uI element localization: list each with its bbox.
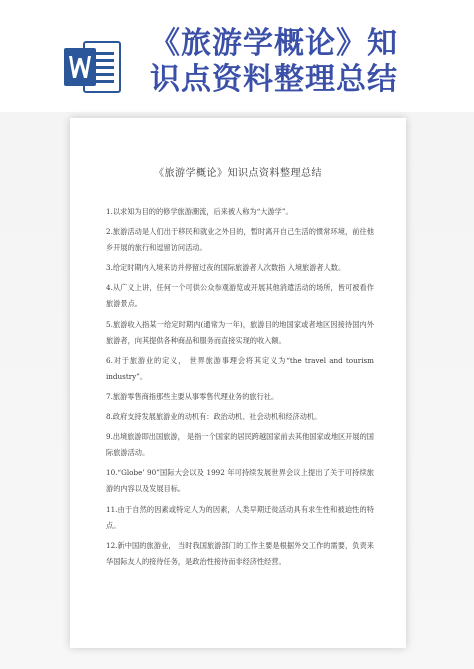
list-item: 9.出境旅游即出国旅游， 是指一个国家的居民跨越国家前去其他国家或地区开展的国际旅游活动。	[106, 432, 374, 458]
list-item: 1.以求知为目的的修学旅游潮流，后来被人称为“大游学”。	[106, 207, 293, 216]
list-item: 2.旅游活动是人们出于移民和就业之外目的，暂时离开自己生活的惯常环境，前往他乡开展的旅行和逗留访问活动。	[106, 227, 374, 253]
list-item: 10.“Globe’ 90”国际大会以及 1992 年可持续发展世界会议上提出了关于可持续旅游的内容以及发展目标。	[106, 468, 374, 494]
document-content	[106, 204, 374, 574]
list-item: 8.政府支持发展旅游业的动机有：政治动机、社会动机和经济动机。	[106, 412, 322, 422]
banner-header	[0, 0, 474, 112]
list-item: 6.对于旅游业的定义， 世界旅游事理会将其定义为“the travel and tourism industry”。	[106, 355, 374, 381]
banner-title	[150, 26, 468, 98]
banner-title-line-2: 识点资料整理总结	[150, 62, 398, 97]
document-title: 《旅游学概论》知识点资料整理总结	[154, 168, 322, 179]
list-item: 3.给定时期内入境来访并停留过夜的国际旅游者人次数指 入境旅游者人数。	[106, 263, 346, 273]
list-item: 7.旅游零售商指那些主要从事零售代理业务的旅行社。	[106, 391, 279, 401]
list-item: 4.从广义上讲，任何一个可供公众参观游览或开展其他消遣活动的场所，皆可被看作旅游景点。	[106, 283, 374, 309]
document-page	[70, 118, 406, 648]
list-item: 12.新中国的旅游业， 当时我国旅游部门的工作主要是根据外交工作的需要，负责来华国际友人的接待任务，是政治性接待而非经济性经营。	[106, 540, 374, 566]
banner-title-line-1: 《旅游学概论》知	[150, 26, 398, 61]
list-item: 5.旅游收入指某一给定时期内(通常为一年)，旅游目的地国家或者地区因接待国内外旅游者，向其提供各种商品和服务而直接实现的收入额。	[106, 319, 374, 345]
list-item: 11.由于自然的因素或特定人为的因素，人类早期迁徙活动具有求生性和被迫性的特点。	[106, 504, 374, 530]
word-document-icon	[62, 36, 124, 98]
